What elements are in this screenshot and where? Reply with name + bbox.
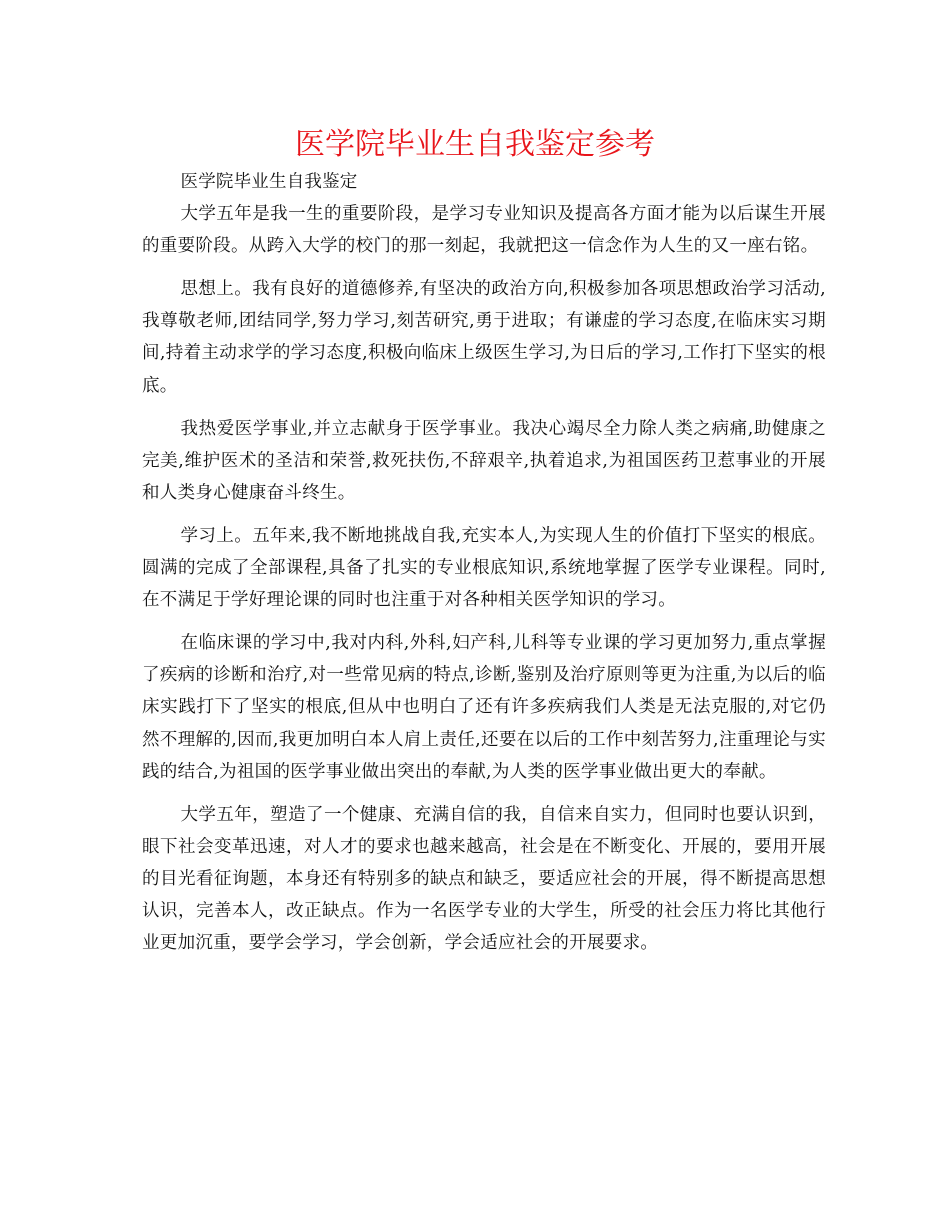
paragraph-intro: 大学五年是我一生的重要阶段，是学习专业知识及提高各方面才能为以后谋生开展的重要阶段。从跨入大学的校门的那一刻起，我就把这一信念作为人生的又一座右铭。 xyxy=(142,204,826,257)
paragraph-dedication: 我热爱医学事业,并立志献身于医学事业。我决心竭尽全力除人类之病痛,助健康之完美,维护医术的圣洁和荣誉,救死扶伤,不辞艰辛,执着追求,为祖国医药卫惹事业的开展和人类身心健康奋斗终生。 xyxy=(142,418,826,503)
paragraph-conclusion: 大学五年，塑造了一个健康、充满自信的我，自信来自实力，但同时也要认识到，眼下社会变革迅速，对人才的要求也越来越高，社会是在不断变化、开展的，要用开展的目光看征询题，本身还有特别多的缺点和缺乏，要适应社会的开展，得不断提高思想认识，完善本人，改正缺点。作为一名医学专业的大学生，所受的社会压力将比其他行业更加沉重，要学会学习，学会创新，学会适应社会的开展要求。 xyxy=(142,804,826,954)
document-subtitle: 医学院毕业生自我鉴定 xyxy=(180,172,358,192)
document-title: 医学院毕业生自我鉴定参考 xyxy=(295,127,655,162)
paragraph-clinical: 在临床课的学习中,我对内科,外科,妇产科,儿科等专业课的学习更加努力,重点掌握了疾病的诊断和治疗,对一些常见病的特点,诊断,鉴别及治疗原则等更为注重,为以后的临床实践打下了坚实的根底,但从中也明白了还有许多疾病我们人类是无法克服的,对它仍然不理解的,因而,我更加明白本人肩上责任,还要在以后的工作中刻苦努力,注重理论与实践的结合,为祖国的医学事业做出突出的奉献,为人类的医学事业做出更大的奉献。 xyxy=(142,633,826,782)
document-body xyxy=(142,166,826,959)
paragraph-ideology: 思想上。我有良好的道德修养,有坚决的政治方向,积极参加各项思想政治学习活动,我尊敬老师,团结同学,努力学习,刻苦研究,勇于进取；有谦虚的学习态度,在临床实习期间,持着主动求学的学习态度,积极向临床上级医生学习,为日后的学习,工作打下坚实的根底。 xyxy=(142,279,826,396)
paragraph-study: 学习上。五年来,我不断地挑战自我,充实本人,为实现人生的价值打下坚实的根底。圆满的完成了全部课程,具备了扎实的专业根底知识,系统地掌握了医学专业课程。同时,在不满足于学好理论课的同时也注重于对各种相关医学知识的学习。 xyxy=(142,525,826,611)
